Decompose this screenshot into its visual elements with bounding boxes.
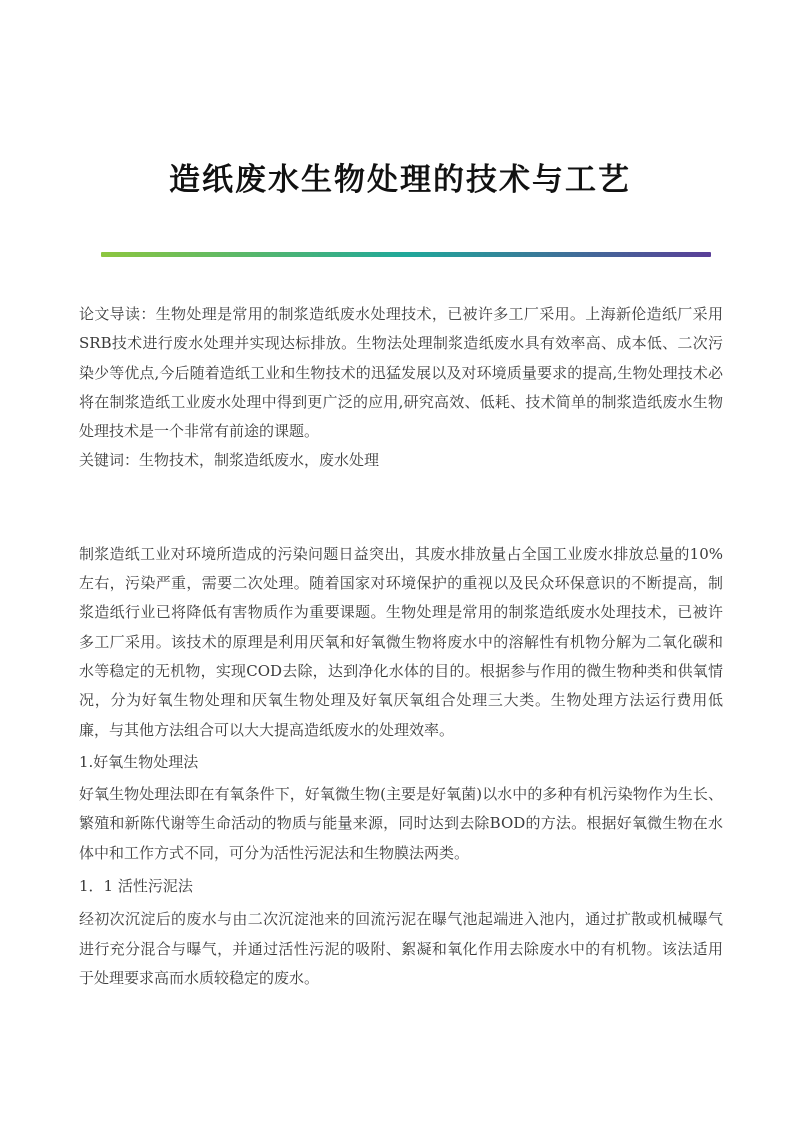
keywords-label: 关键词： (79, 451, 140, 470)
abstract-paragraph (79, 300, 723, 446)
keywords-line (79, 446, 723, 475)
spacer (79, 476, 723, 540)
keywords-text: 生物技术，制浆造纸废水，废水处理 (139, 451, 380, 470)
abstract-label: 论文导读： (79, 305, 156, 323)
title-divider (101, 252, 711, 257)
abstract-text: 生物处理是常用的制浆造纸废水处理技术，已被许多工厂采用。上海新伦造纸厂采用SRB技术进行废水处理并实现达标排放。生物法处理制浆造纸废水具有效率高、成本低、二次污染少等优点,今后随着造纸工业和生物技术的迅猛发展以及对环境质量要求的提高,生物处理技术必将在制浆造纸工业废水处理中得到更广泛的应用,研究高效、低耗、技术简单的制浆造纸废水生物处理技术是一个非常有前途的课题。 (79, 305, 723, 441)
section-1-1-heading: 1．1 活性污泥法 (79, 877, 193, 896)
intro-paragraph: 制浆造纸工业对环境所造成的污染问题日益突出，其废水排放量占全国工业废水排放总量的10%左右，污染严重，需要二次处理。随着国家对环境保护的重视以及民众环保意识的不断提高，制浆造纸行业已将降低有害物质作为重要课题。生物处理是常用的制浆造纸废水处理技术，已被许多工厂采用。该技术的原理是利用厌氧和好氧微生物将废水中的溶解性有机物分解为二氧化碳和水等稳定的无机物，实现COD去除，达到净化水体的目的。根据参与作用的微生物种类和供氧情况，分为好氧生物处理和厌氧生物处理及好氧厌氧组合处理三大类。生物处理方法运行费用低廉，与其他方法组合可以大大提高造纸废水的处理效率。 (79, 544, 723, 739)
page-title: 造纸废水生物处理的技术与工艺 (169, 162, 631, 198)
section-1-paragraph: 好氧生物处理法即在有氧条件下，好氧微生物(主要是好氧菌)以水中的多种有机污染物作为生长、繁殖和新陈代谢等生命活动的物质与能量来源，同时达到去除BOD的方法。根据好氧微生物在水体中和工作方式不同，可分为活性污泥法和生物膜法两类。 (79, 785, 723, 862)
document-body (79, 300, 723, 993)
section-1-heading: 1.好氧生物处理法 (79, 752, 199, 771)
section-1-1-paragraph: 经初次沉淀后的废水与由二次沉淀池来的回流污泥在曝气池起端进入池内，通过扩散或机械曝气进行充分混合与曝气，并通过活性污泥的吸附、絮凝和氧化作用去除废水中的有机物。该法适用于处理要求高而水质较稳定的废水。 (79, 910, 723, 987)
